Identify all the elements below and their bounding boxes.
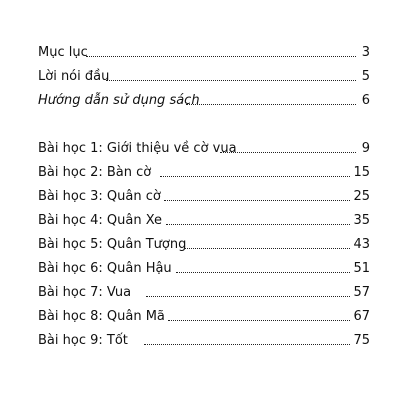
toc-entry-title: Bài học 5: Quân Tượng <box>38 237 187 252</box>
toc-entry-title: Bài học 1: Giới thiệu về cờ vua <box>38 141 237 156</box>
toc-entry-page: 67 <box>353 309 370 324</box>
toc-entry-lesson-4[interactable] <box>38 211 370 231</box>
dot-leader <box>86 56 356 57</box>
toc-entry-page: 51 <box>353 261 370 276</box>
dot-leader <box>184 248 350 249</box>
dot-leader <box>164 200 350 201</box>
toc-entry-page: 3 <box>361 45 370 60</box>
toc-entry-lesson-2[interactable] <box>38 163 370 183</box>
dot-leader <box>106 80 356 81</box>
toc-entry-page: 43 <box>353 237 370 252</box>
dot-leader <box>168 320 350 321</box>
toc-entry-lesson-9[interactable] <box>38 331 370 351</box>
dot-leader <box>220 152 356 153</box>
toc-entry-title: Bài học 4: Quân Xe <box>38 213 163 228</box>
toc-entry-title: Bài học 8: Quân Mã <box>38 309 165 324</box>
toc-entry-lesson-7[interactable] <box>38 283 370 303</box>
toc-entry-muc-luc[interactable] <box>38 43 370 63</box>
toc-entry-title: Bài học 9: Tốt <box>38 333 128 348</box>
toc-entry-page: 25 <box>353 189 370 204</box>
toc-entry-title: Hướng dẫn sử dụng sách <box>38 93 200 108</box>
toc-entry-lesson-1[interactable] <box>38 139 370 159</box>
toc-entry-page: 35 <box>353 213 370 228</box>
toc-entry-title: Lời nói đầu <box>38 69 110 84</box>
toc-entry-lesson-6[interactable] <box>38 259 370 279</box>
dot-leader <box>186 104 356 105</box>
toc-entry-title: Bài học 7: Vua <box>38 285 132 300</box>
toc-entry-title: Bài học 6: Quân Hậu <box>38 261 172 276</box>
dot-leader <box>146 296 350 297</box>
toc-entry-page: 9 <box>361 141 370 156</box>
toc-entry-lesson-5[interactable] <box>38 235 370 255</box>
toc-entry-lesson-3[interactable] <box>38 187 370 207</box>
dot-leader <box>144 344 350 345</box>
toc-entry-page: 5 <box>361 69 370 84</box>
toc-entry-page: 6 <box>361 93 370 108</box>
toc-entry-title: Bài học 3: Quân cờ <box>38 189 161 204</box>
toc-entry-huong-dan[interactable] <box>38 91 370 111</box>
toc-entry-page: 75 <box>353 333 370 348</box>
table-of-contents <box>38 0 370 400</box>
toc-entry-title: Bài học 2: Bàn cờ <box>38 165 152 180</box>
toc-entry-lesson-8[interactable] <box>38 307 370 327</box>
toc-entry-page: 57 <box>353 285 370 300</box>
toc-entry-loi-noi-dau[interactable] <box>38 67 370 87</box>
dot-leader <box>160 176 350 177</box>
dot-leader <box>176 272 350 273</box>
toc-entry-page: 15 <box>353 165 370 180</box>
dot-leader <box>166 224 350 225</box>
toc-entry-title: Mục lục <box>38 45 88 60</box>
